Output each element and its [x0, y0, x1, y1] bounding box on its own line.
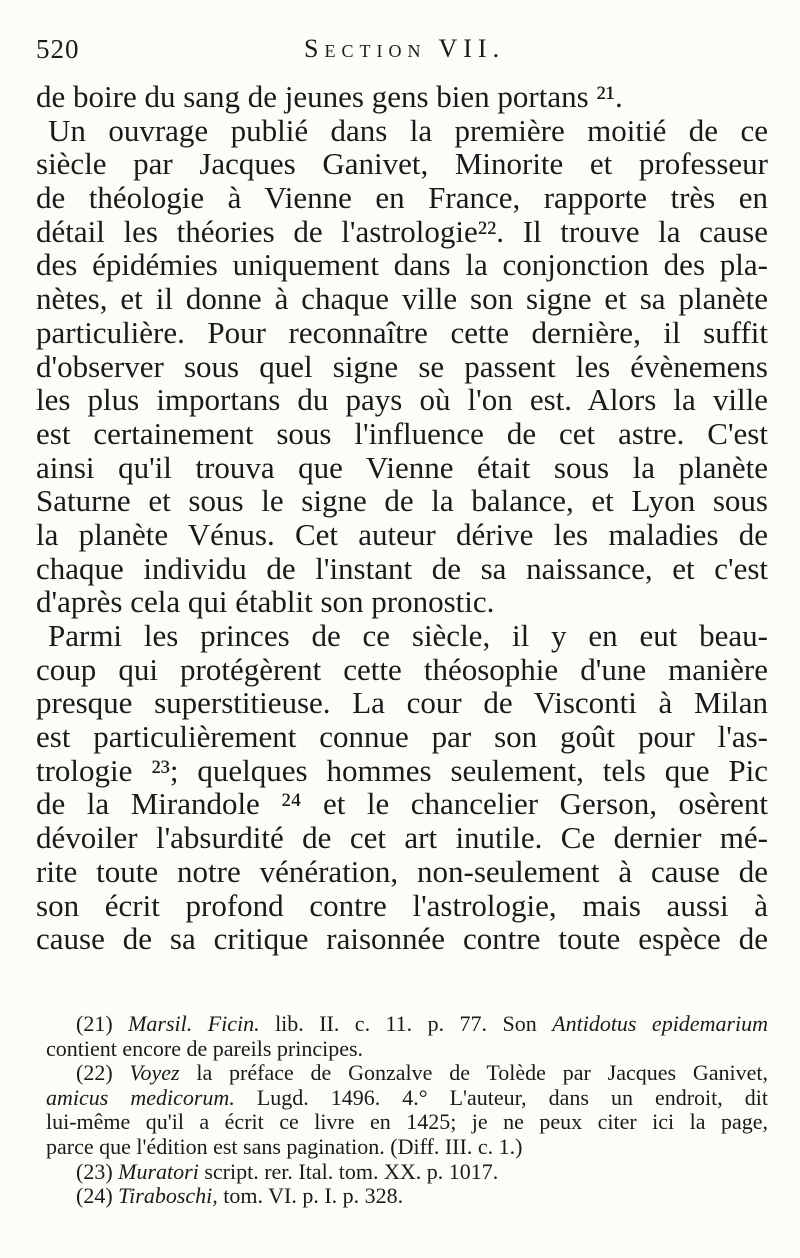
footnote-text: Lugd. 1496. 4.° L'auteur, dans un endroit, dit	[234, 1084, 769, 1110]
running-header	[36, 34, 776, 74]
body-line: de théologie à Vienne en France, rapporte très en	[36, 180, 768, 216]
footnote-text: tom. VI. p. I. p. 328.	[217, 1183, 404, 1209]
page-number: 520	[36, 34, 80, 64]
body-text	[36, 80, 768, 956]
footnote-text: (24)	[76, 1183, 119, 1209]
body-line: presque superstitieuse. La cour de Visconti à Milan	[36, 685, 768, 721]
footnote-text: (21)	[76, 1011, 129, 1036]
footnote-line	[46, 1086, 768, 1111]
footnote-text: lib. II. c. 11. p. 77. Son	[259, 1011, 553, 1036]
body-line: est certainement sous l'influence de cet astre. C'est	[36, 415, 768, 451]
body-line: trologie ²³; quelques hommes seulement, tels que Pic	[36, 752, 768, 788]
footnote-text: contient encore de pareils principes.	[46, 1035, 364, 1061]
footnote-italic-text: Marsil. Ficin.	[128, 1011, 260, 1036]
footnote-italic-text: Voyez	[129, 1060, 180, 1086]
body-line: siècle par Jacques Ganivet, Minorite et professeur	[36, 146, 768, 182]
footnote-italic-text: Muratori	[118, 1158, 199, 1184]
footnote-line	[46, 1184, 768, 1209]
body-line: Parmi les princes de ce siècle, il y en eut beau-	[48, 618, 768, 653]
footnote-line	[46, 1012, 768, 1037]
body-line: de boire du sang de jeunes gens bien portans ²¹.	[36, 79, 623, 114]
body-line: nètes, et il donne à chaque ville son signe et sa planète	[36, 281, 768, 317]
footnote-text: parce que l'édition est sans pagination. (Diff. III. c. 1.)	[46, 1133, 523, 1159]
body-line: rite toute notre vénération, non-seulement à cause de	[36, 853, 768, 889]
footnote-text: script. rer. Ital. tom. XX. p. 1017.	[198, 1158, 499, 1184]
footnote-text: (23)	[76, 1158, 119, 1184]
footnote-line	[46, 1037, 768, 1062]
section-title: Section VII.	[304, 34, 506, 63]
footnote-text: lui-même qu'il a écrit ce livre en 1425; je ne peux citer ici la page,	[46, 1109, 768, 1135]
body-line: ainsi qu'il trouva que Vienne était sous la planète	[36, 449, 768, 485]
footnote-italic-text: Antidotus epidemarium	[552, 1011, 769, 1036]
body-line: les plus importans du pays où l'on est. Alors la ville	[36, 382, 768, 418]
body-line: détail les théories de l'astrologie²². Il trouve la cause	[36, 213, 768, 249]
footnotes	[46, 1012, 768, 1209]
body-line: des épidémies uniquement dans la conjonction des pla-	[36, 247, 768, 283]
body-line: chaque individu de l'instant de sa naissance, et c'est	[36, 550, 768, 586]
body-line: cause de sa critique raisonnée contre toute espèce de	[36, 921, 768, 957]
body-line: d'observer sous quel signe se passent les évènemens	[36, 348, 768, 384]
footnote-text: (22)	[76, 1060, 130, 1086]
footnote-italic-text: Tiraboschi,	[118, 1183, 218, 1209]
body-line: de la Mirandole ²⁴ et le chancelier Gerson, osèrent	[36, 786, 768, 822]
body-line: particulière. Pour reconnaître cette dernière, il suffit	[36, 314, 768, 350]
footnote-text: la préface de Gonzalve de Tolède par Jacques Ganivet,	[179, 1060, 768, 1086]
footnote-line	[46, 1160, 768, 1185]
body-line: la planète Vénus. Cet auteur dérive les maladies de	[36, 516, 768, 552]
footnote-line	[46, 1110, 768, 1135]
footnote-italic-text: amicus medicorum.	[46, 1084, 235, 1110]
body-line: coup qui protégèrent cette théosophie d'une manière	[36, 651, 768, 687]
footnote-line	[46, 1135, 768, 1160]
footnote-line	[46, 1061, 768, 1086]
body-line: son écrit profond contre l'astrologie, mais aussi à	[36, 887, 768, 923]
body-line: Saturne et sous le signe de la balance, et Lyon sous	[36, 483, 768, 519]
body-line: est particulièrement connue par son goût pour l'as-	[36, 719, 768, 755]
body-line: Un ouvrage publié dans la première moitié de ce	[48, 112, 768, 148]
body-line: dévoiler l'absurdité de cet art inutile. Ce dernier mé-	[36, 820, 768, 856]
body-line: d'après cela qui établit son pronostic.	[36, 584, 495, 620]
